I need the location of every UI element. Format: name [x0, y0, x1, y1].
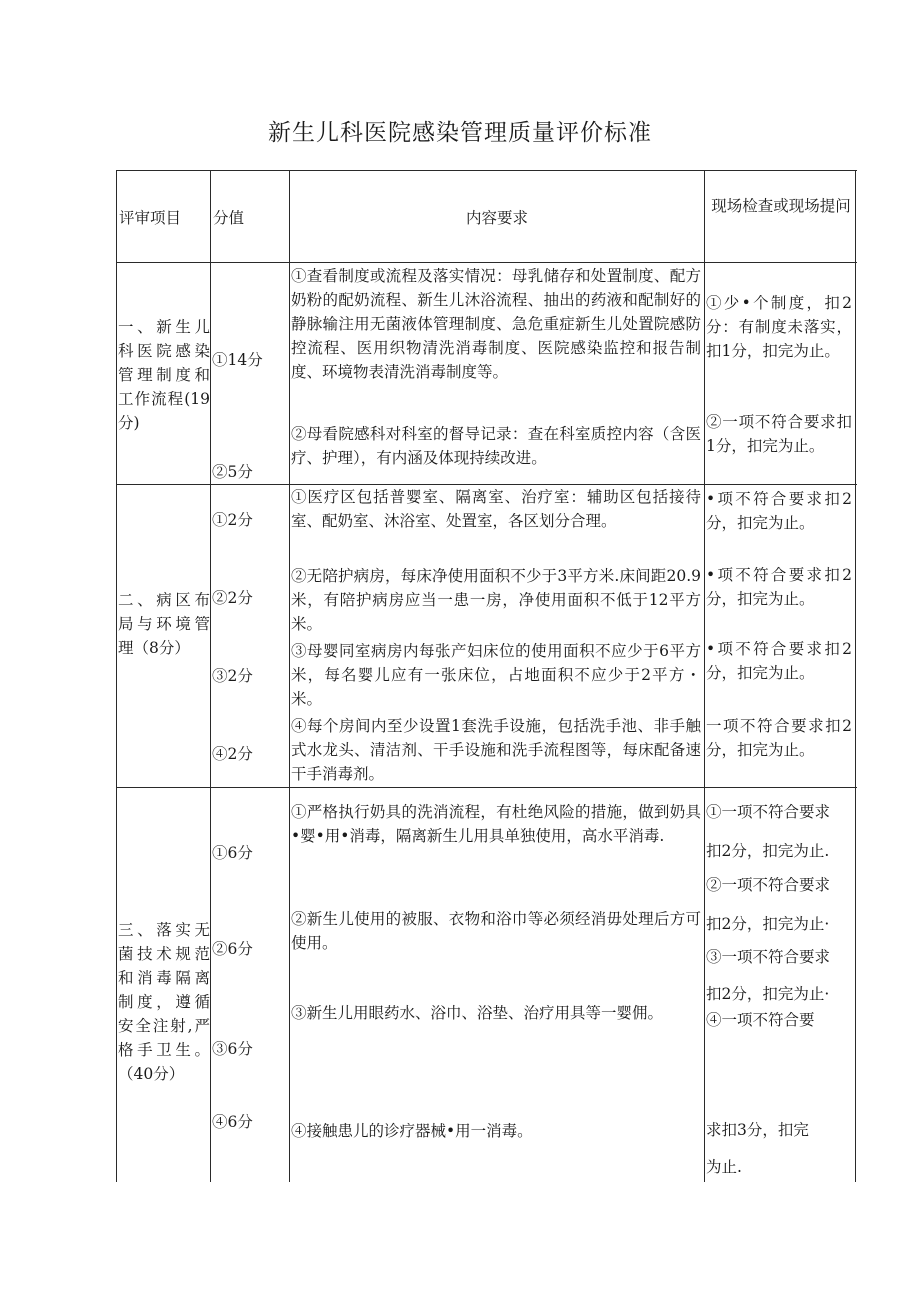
check-method: ②一项不符合要求扣1分，扣完为止。: [706, 413, 852, 455]
score-value: ①6分: [212, 844, 253, 862]
check-method: ①一项不符合要求: [706, 803, 831, 821]
content-requirement: ②无陪护病房，每床净使用面积不少于3平方米.床间距20.9米，有陪护病房应当一患一房，净使用面积不低于12平方米。: [291, 567, 701, 633]
check-method: 扣2分，扣完为止·: [706, 915, 830, 933]
content-requirement: ①严格执行奶具的洗消流程，有杜绝风险的措施，做到奶具•婴•用•消毒，隔离新生儿用具单独使用，高水平消毒.: [291, 803, 701, 845]
header-score: 分值: [213, 209, 245, 227]
score-value: ④6分: [212, 1113, 253, 1131]
check-method: •项不符合要求扣2分，扣完为止。: [706, 490, 852, 532]
content-requirement: ②母看院感科对科室的督导记录：查在科室质控内容（含医疗、护理），有内涵及体现持续改进。: [291, 425, 701, 467]
content-requirement: ④接触患儿的诊疗器械•用一消毒。: [291, 1122, 533, 1140]
check-method: •项不符合要求扣2分，扣完为止。: [706, 566, 852, 608]
header-item: 评审项目: [119, 209, 182, 227]
section2-bottom-border: [116, 787, 857, 788]
content-requirement: ③新生儿用眼药水、浴巾、浴垫、治疗用具等一婴佣。: [291, 1004, 664, 1022]
check-method: 扣2分，扣完为止.: [706, 842, 830, 860]
check-method: ②一项不符合要求: [706, 876, 831, 894]
table-left-border: [116, 170, 117, 1182]
check-method: ①少•个制度，扣2分：有制度未落实，扣1分，扣完为止。: [706, 294, 852, 360]
col-divider-3: [704, 170, 705, 1182]
page-title: 新生儿科医院感染管理质量评价标准: [268, 120, 652, 146]
score-value: ④2分: [212, 745, 253, 763]
section-item: 二、病区布局与环境管理（8分）: [118, 591, 210, 657]
score-value: ②6分: [212, 940, 253, 958]
content-requirement: ①查看制度或流程及落实情况：母乳储存和处置制度、配方奶粉的配奶流程、新生儿沐浴流程、抽出的药液和配制好的静脉输注用无菌液体管理制度、急危重症新生儿处置院感防控流程、医用织物清洗消毒制度、医院感染监控和报告制度、环境物表清洗消毒制度等。: [291, 267, 701, 381]
score-value: ②2分: [212, 589, 253, 607]
col-divider-2: [289, 170, 290, 1182]
content-requirement: ③母婴同室病房内每张产妇床位的使用面积不应少于6平方米，每名婴儿应有一张床位，占地面积不应少于2平方・米。: [291, 642, 701, 708]
check-method: 为止.: [706, 1158, 742, 1176]
section-item: 三、落实无菌技术规范和消毒隔离制度，遵循安全注射,严格手卫生。（40分）: [118, 921, 210, 1083]
content-requirement: ②新生儿使用的被服、衣物和浴巾等必须经消毋处理后方可使用。: [291, 910, 701, 952]
content-requirement: ①医疗区包括普婴室、隔离室、治疗室：辅助区包括接待室、配奶室、沐浴室、处置室，各区划分合理。: [291, 488, 701, 530]
score-value: ①2分: [212, 511, 253, 529]
header-content: 内容要求: [465, 209, 528, 227]
table-right-border: [855, 170, 856, 1182]
content-requirement: ④每个房间内至少设置1套洗手设施，包括洗手池、非手触式水龙头、清洁剂、干手设施和洗手流程图等，每床配备速干手消毒剂。: [291, 717, 701, 783]
score-value: ①14分: [212, 351, 263, 369]
table-top-border: [116, 170, 857, 171]
header-bottom-border: [116, 262, 857, 263]
section-item: 一、新生儿科医院感染管理制度和工作流程(19分): [118, 318, 210, 432]
check-method: 求扣3分，扣完: [706, 1121, 809, 1139]
header-check: 现场检查或现场提问: [711, 197, 851, 215]
check-method: 扣2分，扣完为止·: [706, 985, 830, 1003]
col-divider-1: [210, 170, 211, 1182]
check-method: •项不符合要求扣2分，扣完为止。: [706, 640, 852, 682]
score-value: ②5分: [212, 463, 253, 481]
check-method: ③一项不符合要求: [706, 948, 831, 966]
evaluation-table: [116, 170, 857, 1182]
check-method: ④一项不符合要: [706, 1011, 815, 1029]
score-value: ③2分: [212, 667, 253, 685]
score-value: ③6分: [212, 1040, 253, 1058]
check-method: 一项不符合要求扣2分，扣完为止。: [706, 717, 852, 759]
